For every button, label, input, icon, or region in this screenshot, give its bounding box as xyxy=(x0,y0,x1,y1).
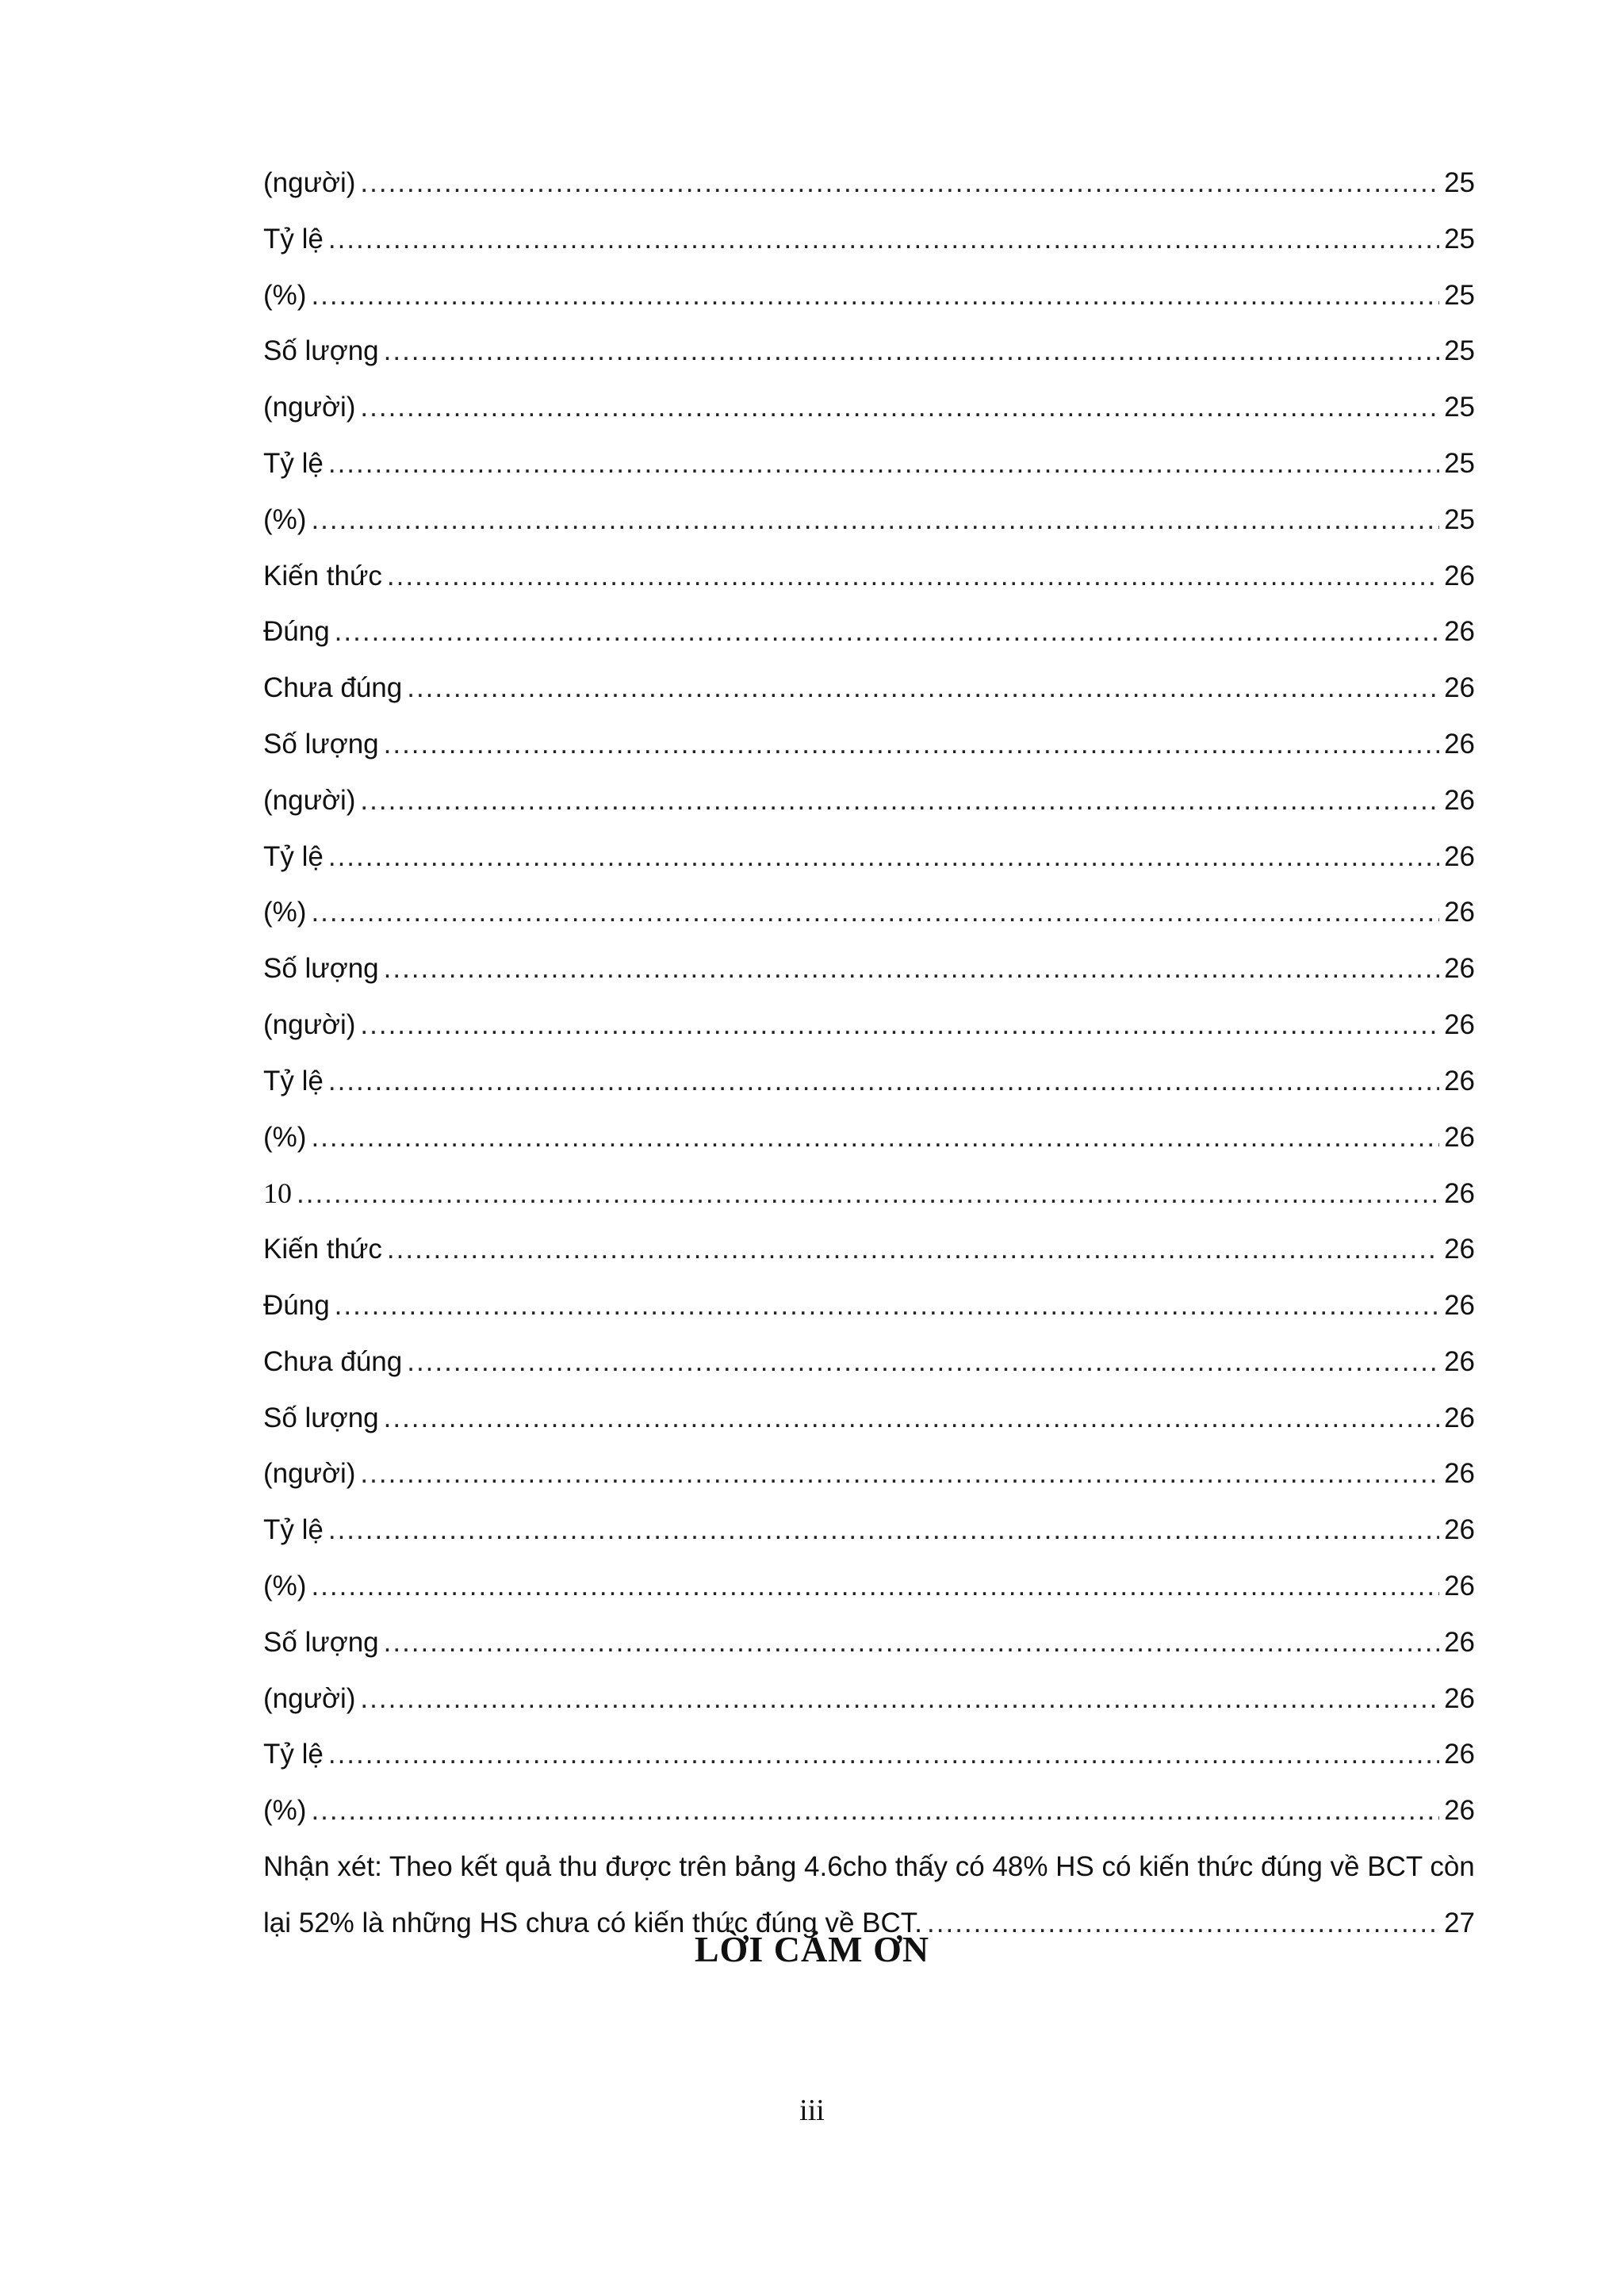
toc-entry-page: 26 xyxy=(1444,1121,1475,1153)
toc-entry-page: 26 xyxy=(1444,1289,1475,1321)
toc-entry-page: 26 xyxy=(1444,1514,1475,1546)
toc-entry-page: 26 xyxy=(1444,784,1475,816)
toc-leader-dots xyxy=(360,155,1439,212)
toc-entry[interactable] xyxy=(263,997,1475,1054)
toc-entry[interactable] xyxy=(263,717,1475,773)
toc-leader-dots xyxy=(335,604,1439,660)
toc-entry-page: 26 xyxy=(1444,560,1475,591)
toc-entry-label: Tỷ lệ xyxy=(263,840,324,872)
toc-entry[interactable] xyxy=(263,155,1475,212)
toc-leader-dots xyxy=(328,436,1439,492)
toc-leader-dots xyxy=(311,492,1439,549)
toc-entry[interactable] xyxy=(263,1671,1475,1728)
toc-entry-label: (người) xyxy=(263,167,356,198)
toc-leader-dots xyxy=(311,1783,1439,1839)
toc-leader-dots xyxy=(328,1727,1439,1783)
toc-entry-label: Đúng xyxy=(263,616,330,648)
toc-entry-label: (%) xyxy=(263,1121,307,1153)
toc-entry[interactable] xyxy=(263,773,1475,829)
toc-entry-label: (%) xyxy=(263,1570,307,1601)
toc-entry-page: 26 xyxy=(1444,953,1475,985)
toc-leader-dots xyxy=(328,1054,1439,1110)
toc-entry-page: 26 xyxy=(1444,1345,1475,1377)
toc-entry-label: (%) xyxy=(263,897,307,928)
toc-entry[interactable] xyxy=(263,212,1475,268)
toc-entry-label: (%) xyxy=(263,1795,307,1827)
toc-entry-page: 26 xyxy=(1444,1570,1475,1601)
toc-entry-page: 25 xyxy=(1444,223,1475,254)
toc-entry-label: (người) xyxy=(263,392,356,423)
toc-entry-page: 25 xyxy=(1444,503,1475,535)
toc-entry[interactable] xyxy=(263,492,1475,549)
toc-entry-page: 26 xyxy=(1444,1178,1475,1210)
toc-leader-dots xyxy=(360,1446,1439,1502)
toc-leader-dots xyxy=(311,268,1439,324)
toc-entry-page: 26 xyxy=(1444,728,1475,760)
toc-entry-label: 10 xyxy=(263,1177,292,1210)
toc-entry-label: Số lượng xyxy=(263,953,379,985)
toc-entry-page: 26 xyxy=(1444,840,1475,872)
toc-entry-page: 26 xyxy=(1444,1065,1475,1096)
toc-entry[interactable] xyxy=(263,941,1475,997)
toc-entry[interactable] xyxy=(263,1054,1475,1110)
toc-entry-page: 26 xyxy=(1444,672,1475,704)
toc-leader-dots xyxy=(335,1278,1439,1334)
toc-entry[interactable] xyxy=(263,1278,1475,1334)
toc-entry-label: (người) xyxy=(263,784,356,816)
toc-leader-dots xyxy=(360,380,1439,436)
toc-entry-page: 25 xyxy=(1444,447,1475,479)
toc-entry-list xyxy=(263,155,1475,1839)
toc-entry-label: Kiến thức xyxy=(263,1234,382,1265)
toc-entry-label: (người) xyxy=(263,1008,356,1040)
toc-entry-label: Tỷ lệ xyxy=(263,223,324,254)
toc-entry-page: 26 xyxy=(1444,1626,1475,1658)
toc-entry[interactable] xyxy=(263,1446,1475,1502)
toc-entry-label: Tỷ lệ xyxy=(263,1514,324,1546)
toc-entry[interactable] xyxy=(263,1222,1475,1278)
toc-entry-page: 26 xyxy=(1444,1458,1475,1490)
toc-entry[interactable] xyxy=(263,1165,1475,1222)
toc-entry-page: 26 xyxy=(1444,1682,1475,1714)
toc-entry[interactable] xyxy=(263,268,1475,324)
toc-leader-dots xyxy=(297,1166,1439,1222)
toc-entry-label: (%) xyxy=(263,503,307,535)
toc-entry-long-line2: lại 52% là những HS chưa có kiến thức đúng về BCT. xyxy=(263,1907,923,1938)
toc-leader-dots xyxy=(407,1334,1439,1391)
page-number: iii xyxy=(799,2094,825,2127)
toc-entry-label: Số lượng xyxy=(263,335,379,367)
toc-entry[interactable] xyxy=(263,1502,1475,1559)
toc-entry-page: 26 xyxy=(1444,1234,1475,1265)
toc-leader-dots xyxy=(384,1615,1439,1671)
toc-entry-page: 25 xyxy=(1444,167,1475,198)
toc-entry-page: 25 xyxy=(1444,279,1475,311)
toc-entry[interactable] xyxy=(263,1615,1475,1671)
toc-entry-label: Tỷ lệ xyxy=(263,1065,324,1096)
toc-entry-label: Tỷ lệ xyxy=(263,447,324,479)
toc-leader-dots xyxy=(387,549,1439,605)
toc-entry[interactable] xyxy=(263,1391,1475,1447)
toc-entry-label: Chưa đúng xyxy=(263,672,403,704)
toc-leader-dots xyxy=(360,997,1439,1054)
toc-leader-dots xyxy=(328,829,1439,886)
toc-leader-dots xyxy=(384,323,1439,380)
toc-entry-page: 25 xyxy=(1444,392,1475,423)
toc-entry-label: Kiến thức xyxy=(263,560,382,591)
toc-entry[interactable] xyxy=(263,1783,1475,1839)
toc-leader-dots xyxy=(328,212,1439,268)
toc-leader-dots xyxy=(311,885,1439,941)
toc-entry-page: 26 xyxy=(1444,1739,1475,1770)
toc-entry[interactable] xyxy=(263,380,1475,436)
toc-entry[interactable] xyxy=(263,1559,1475,1615)
toc-entry[interactable] xyxy=(263,1727,1475,1783)
toc-entry-page: 27 xyxy=(1444,1907,1475,1938)
table-of-contents xyxy=(263,155,1475,1952)
toc-entry-label: Đúng xyxy=(263,1289,330,1321)
toc-entry-label: (người) xyxy=(263,1458,356,1490)
toc-leader-dots xyxy=(407,660,1439,717)
section-heading: LỜI CẢM ƠN xyxy=(694,1929,930,1969)
toc-entry-page: 25 xyxy=(1444,335,1475,367)
toc-entry-long-line1: Nhận xét: Theo kết quả thu được trên bảng 4.6cho thấy có 48% HS có kiến thức đúng về BCT còn xyxy=(263,1850,1475,1882)
toc-entry-label: Số lượng xyxy=(263,1626,379,1658)
toc-entry[interactable] xyxy=(263,323,1475,380)
toc-entry-page: 26 xyxy=(1444,1795,1475,1827)
toc-entry[interactable] xyxy=(263,436,1475,492)
toc-entry-label: Chưa đúng xyxy=(263,1345,403,1377)
toc-entry-label: (%) xyxy=(263,279,307,311)
toc-leader-dots xyxy=(360,773,1439,829)
toc-leader-dots xyxy=(384,717,1439,773)
toc-leader-dots xyxy=(387,1222,1439,1278)
toc-entry[interactable] xyxy=(263,549,1475,605)
toc-leader-dots xyxy=(384,941,1439,997)
toc-entry[interactable] xyxy=(263,1110,1475,1166)
toc-entry-page: 26 xyxy=(1444,616,1475,648)
toc-leader-dots xyxy=(360,1671,1439,1728)
toc-entry-page: 26 xyxy=(1444,1008,1475,1040)
toc-entry[interactable] xyxy=(263,885,1475,941)
toc-entry-page: 26 xyxy=(1444,1402,1475,1433)
toc-entry-page: 26 xyxy=(1444,897,1475,928)
toc-leader-dots xyxy=(311,1559,1439,1615)
toc-entry-label: Tỷ lệ xyxy=(263,1739,324,1770)
toc-leader-dots xyxy=(384,1391,1439,1447)
toc-leader-dots xyxy=(328,1502,1439,1559)
toc-entry[interactable] xyxy=(263,829,1475,886)
toc-entry-label: Số lượng xyxy=(263,1402,379,1433)
toc-entry[interactable] xyxy=(263,660,1475,717)
toc-entry-label: Số lượng xyxy=(263,728,379,760)
toc-entry[interactable] xyxy=(263,604,1475,660)
toc-entry-label: (người) xyxy=(263,1682,356,1714)
toc-leader-dots xyxy=(311,1110,1439,1166)
toc-entry[interactable] xyxy=(263,1334,1475,1391)
